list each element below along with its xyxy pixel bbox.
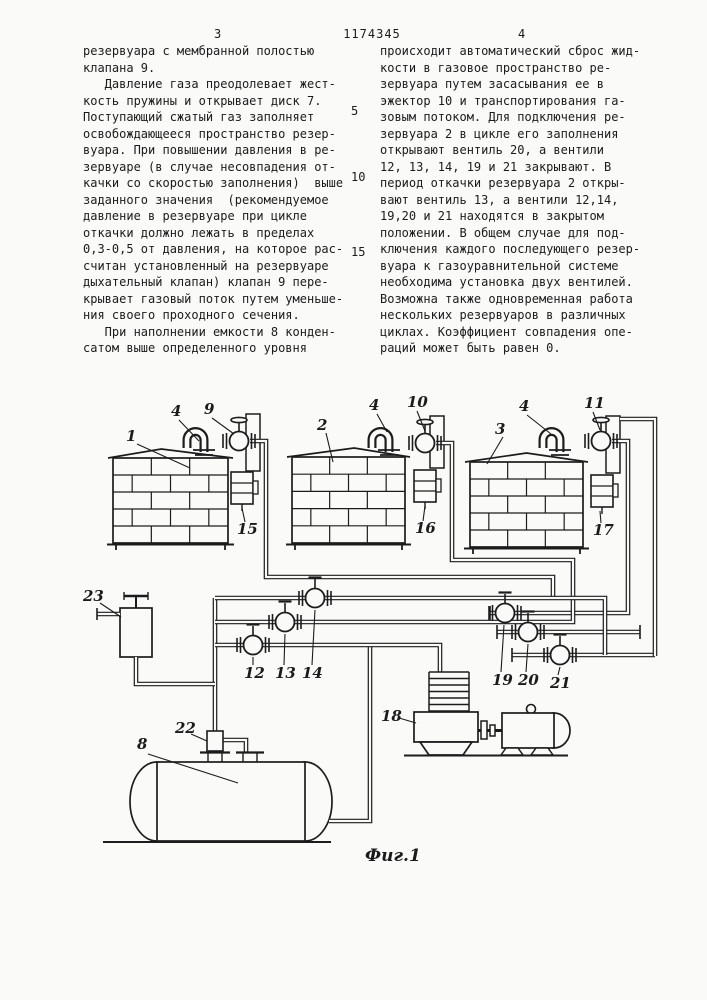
text-line: зервуаре (в случае несовпадения от-: [83, 159, 336, 174]
figure-part-label: 17: [593, 521, 614, 539]
figure-part-label: 23: [83, 587, 104, 605]
page-number-right: 4: [518, 27, 527, 41]
figure-part-label: 13: [275, 664, 296, 682]
text-line: циклах. Коэффициент совпадения опе-: [380, 324, 633, 339]
text-line: кость пружины и открывает диск 7.: [83, 93, 322, 108]
text-line: зервуара 2 в цикле его заполнения: [380, 126, 619, 141]
text-line: вуара. При повышении давления в ре-: [83, 143, 336, 157]
text-line: дыхательный клапан) клапан 9 пере-: [83, 275, 329, 289]
figure-part-label: 18: [381, 707, 402, 725]
text-line: необходима установка двух вентилей.: [380, 275, 633, 289]
text-line: клапана 9.: [83, 60, 156, 75]
figure-part-label: 9: [204, 400, 215, 418]
diagram-equipment: [97, 414, 655, 842]
figure-part-label: 22: [175, 719, 196, 737]
text-line: зервуара путем засасывания ее в: [380, 77, 604, 91]
text-line: считан установленный на резервуаре: [83, 258, 329, 273]
figure-part-label: 11: [584, 394, 605, 412]
text-line: происходит автоматический сброс жид-: [380, 44, 641, 58]
figure-part-label: 4: [519, 397, 530, 415]
figure-part-label: 21: [550, 674, 571, 692]
text-line: 12, 13, 14, 19 и 21 закрывают. В: [380, 159, 612, 174]
text-line: эжектор 10 и транспортирования га-: [380, 93, 626, 108]
text-line: зовым потоком. Для подключения ре-: [380, 110, 626, 124]
text-line: крывает газовый поток путем уменьше-: [83, 291, 344, 306]
text-line: нескольких резервуаров в различных: [380, 308, 626, 322]
text-line: раций может быть равен 0.: [380, 341, 561, 355]
figure-part-label: 14: [302, 664, 323, 682]
figure-part-label: 3: [495, 420, 506, 438]
figure-part-label: 4: [171, 402, 182, 420]
figure-part-label: 15: [237, 520, 258, 538]
text-line: качки со скоростью заполнения) выше: [83, 176, 344, 190]
figure-part-label: 2: [317, 416, 328, 434]
figure-part-label: 10: [407, 393, 428, 411]
page-number-left: 3: [214, 27, 223, 41]
margin-line-number: 5: [351, 104, 359, 118]
text-line: заданного значения (рекомендуемое: [83, 192, 329, 207]
text-line: При наполнении емкости 8 конден-: [83, 324, 336, 339]
text-line: 19,20 и 21 находятся в закрытом: [380, 209, 604, 223]
text-line: ключения каждого последующего резер-: [380, 242, 641, 256]
text-line: кости в газовое пространство ре-: [380, 60, 612, 75]
text-line: ния своего проходного сечения.: [83, 308, 300, 322]
margin-line-number: 10: [351, 170, 366, 184]
text-line: Давление газа преодолевает жест-: [83, 77, 336, 91]
figure-part-label: 19: [492, 671, 513, 689]
text-line: вают вентиль 13, а вентили 12,14,: [380, 192, 619, 207]
figure-part-label: 12: [244, 664, 265, 682]
figure-part-label: 8: [137, 735, 148, 753]
figure-part-label: 16: [415, 519, 436, 537]
figure-part-label: 20: [518, 671, 539, 689]
text-line: 0,3-0,5 от давления, на которое рас-: [83, 242, 344, 256]
text-line: освобождающееся пространство резер-: [83, 126, 336, 141]
text-line: период откачки резервуара 2 откры-: [380, 176, 626, 190]
text-line: Поступающий сжатый газ заполняет: [83, 110, 315, 124]
text-line: сатом выше определенного уровня: [83, 341, 307, 355]
text-line: резервуара с мембранной полостью: [83, 44, 315, 58]
text-line: откачки должно лежать в пределах: [83, 225, 315, 240]
margin-line-number: 15: [351, 245, 366, 259]
text-line: положении. В общем случае для под-: [380, 225, 626, 240]
patent-number: 1174345: [343, 27, 401, 41]
text-line: давление в резервуаре при цикле: [83, 209, 307, 223]
text-line: Возможна также одновременная работа: [380, 291, 633, 306]
figure-part-label: 1: [126, 427, 137, 445]
figure-caption: Фиг.1: [365, 846, 421, 866]
text-line: вуара к газоуравнительной системе: [380, 258, 619, 273]
figure-part-label: 4: [369, 396, 380, 414]
text-line: открывают вентиль 20, а вентили: [380, 143, 604, 157]
